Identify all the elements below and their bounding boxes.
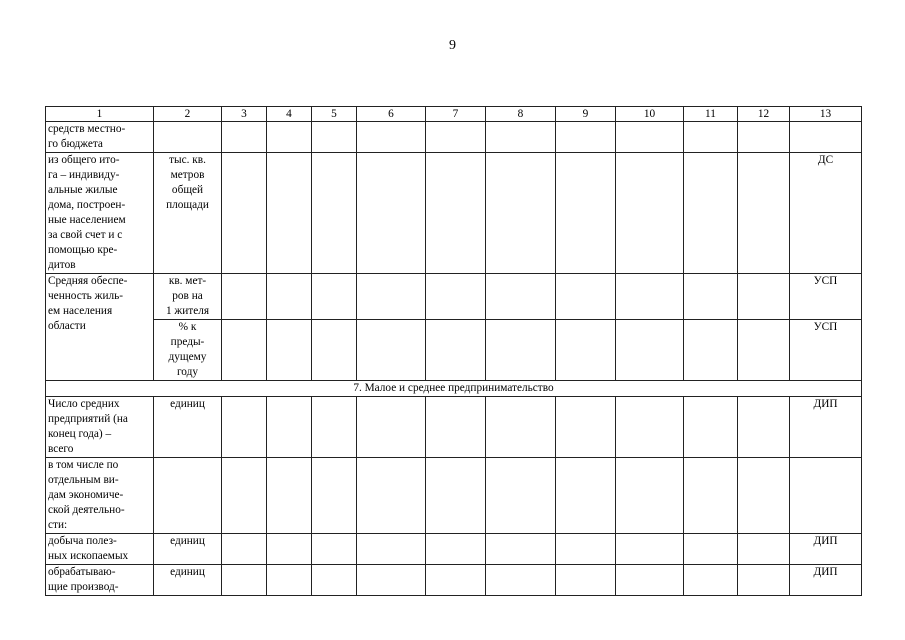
source-text: УСП: [813, 321, 838, 333]
data-cell[interactable]: [426, 122, 486, 153]
unit-cell: [154, 320, 222, 381]
column-header: 6: [357, 107, 426, 122]
data-cell[interactable]: [312, 458, 357, 534]
indicator-text: обрабатываю- щие производ-: [48, 566, 119, 593]
table-row: [46, 534, 862, 565]
unit-text: единиц: [170, 398, 205, 410]
data-cell[interactable]: [357, 458, 426, 534]
data-cell[interactable]: [312, 320, 357, 381]
data-cell[interactable]: [357, 397, 426, 458]
data-cell[interactable]: [486, 397, 556, 458]
source-text: УСП: [813, 275, 838, 287]
data-cell[interactable]: [616, 565, 684, 596]
data-cell[interactable]: [267, 534, 312, 565]
data-cell[interactable]: [684, 153, 738, 274]
data-cell[interactable]: [616, 397, 684, 458]
table-row: [46, 153, 862, 274]
section-title: 7. Малое и среднее предпринимательство: [46, 381, 862, 397]
data-cell[interactable]: [556, 320, 616, 381]
unit-cell: [154, 397, 222, 458]
indicator-cell: [46, 397, 154, 458]
table-row: [46, 274, 862, 320]
data-cell[interactable]: [312, 274, 357, 320]
data-cell[interactable]: [684, 397, 738, 458]
unit-text: кв. мет- ров на 1 жителя: [165, 275, 210, 317]
data-cell[interactable]: [684, 565, 738, 596]
data-cell[interactable]: [486, 320, 556, 381]
column-header: 3: [222, 107, 267, 122]
source-text: ДИП: [813, 535, 838, 547]
data-cell[interactable]: [684, 458, 738, 534]
data-cell[interactable]: [486, 458, 556, 534]
data-cell[interactable]: [486, 274, 556, 320]
source-cell: [790, 565, 862, 596]
source-text: ДИП: [813, 398, 838, 410]
data-cell[interactable]: [357, 274, 426, 320]
data-cell[interactable]: [312, 122, 357, 153]
unit-cell: [154, 274, 222, 320]
statistics-table: [45, 106, 862, 596]
data-cell[interactable]: [486, 122, 556, 153]
unit-text: % к преды- дущему году: [168, 321, 207, 378]
data-cell[interactable]: [738, 458, 790, 534]
column-header: 2: [154, 107, 222, 122]
data-cell[interactable]: [556, 458, 616, 534]
data-cell[interactable]: [486, 534, 556, 565]
source-cell: [790, 153, 862, 274]
data-cell[interactable]: [222, 534, 267, 565]
data-cell[interactable]: [556, 565, 616, 596]
source-cell: [790, 274, 862, 320]
unit-cell: [154, 534, 222, 565]
data-cell[interactable]: [312, 565, 357, 596]
table-row: [46, 458, 862, 534]
section-row: [46, 381, 862, 397]
data-cell[interactable]: [616, 153, 684, 274]
unit-cell: [154, 458, 222, 534]
data-cell[interactable]: [222, 122, 267, 153]
data-cell[interactable]: [267, 397, 312, 458]
column-header: 7: [426, 107, 486, 122]
data-cell[interactable]: [357, 122, 426, 153]
column-header: 10: [616, 107, 684, 122]
data-cell[interactable]: [556, 153, 616, 274]
data-cell[interactable]: [312, 153, 357, 274]
source-cell: [790, 458, 862, 534]
indicator-cell: [46, 534, 154, 565]
indicator-cell: [46, 274, 154, 381]
indicator-text: Число средних предприятий (на конец года) – всего: [48, 398, 128, 455]
data-cell[interactable]: [426, 153, 486, 274]
indicator-cell: [46, 153, 154, 274]
data-cell[interactable]: [267, 320, 312, 381]
data-cell[interactable]: [357, 565, 426, 596]
data-cell[interactable]: [222, 397, 267, 458]
unit-cell: [154, 565, 222, 596]
column-header: 12: [738, 107, 790, 122]
data-cell[interactable]: [222, 320, 267, 381]
data-cell[interactable]: [486, 565, 556, 596]
data-cell[interactable]: [738, 320, 790, 381]
unit-text: единиц: [170, 566, 205, 578]
data-cell[interactable]: [426, 534, 486, 565]
data-cell[interactable]: [738, 122, 790, 153]
column-header: 11: [684, 107, 738, 122]
indicator-text: в том числе по отдельным ви- дам экономиче- ской деятельно- сти:: [48, 459, 125, 531]
data-cell[interactable]: [312, 534, 357, 565]
data-cell[interactable]: [426, 397, 486, 458]
page-number: 9: [449, 38, 456, 53]
table-row: [46, 122, 862, 153]
data-cell[interactable]: [684, 320, 738, 381]
indicator-text: добыча полез- ных ископаемых: [48, 535, 129, 562]
indicator-cell: [46, 458, 154, 534]
data-cell[interactable]: [426, 320, 486, 381]
source-cell: [790, 397, 862, 458]
data-cell[interactable]: [616, 534, 684, 565]
data-cell[interactable]: [616, 320, 684, 381]
data-cell[interactable]: [684, 274, 738, 320]
indicator-text: средств местно- го бюджета: [48, 123, 126, 150]
data-cell[interactable]: [556, 534, 616, 565]
data-cell[interactable]: [267, 458, 312, 534]
indicator-text: из общего ито- га – индивиду- альные жилые дома, построен- ные населением за свой счет и с помощью кре- дитов: [48, 154, 126, 271]
data-cell[interactable]: [222, 274, 267, 320]
unit-cell: [154, 122, 222, 153]
unit-cell: [154, 153, 222, 274]
data-cell[interactable]: [556, 274, 616, 320]
data-cell[interactable]: [616, 122, 684, 153]
data-cell[interactable]: [738, 534, 790, 565]
column-header: 9: [556, 107, 616, 122]
data-cell[interactable]: [267, 153, 312, 274]
data-cell[interactable]: [738, 397, 790, 458]
data-cell[interactable]: [684, 534, 738, 565]
data-cell[interactable]: [738, 274, 790, 320]
data-cell[interactable]: [616, 274, 684, 320]
data-cell[interactable]: [738, 565, 790, 596]
data-cell[interactable]: [684, 122, 738, 153]
data-cell[interactable]: [222, 565, 267, 596]
header-row: [46, 107, 862, 122]
column-header: 13: [790, 107, 862, 122]
data-cell[interactable]: [486, 153, 556, 274]
column-header: 8: [486, 107, 556, 122]
indicator-cell: [46, 565, 154, 596]
data-cell[interactable]: [426, 565, 486, 596]
column-header: 4: [267, 107, 312, 122]
unit-text: единиц: [170, 535, 205, 547]
data-cell[interactable]: [426, 458, 486, 534]
data-cell[interactable]: [738, 153, 790, 274]
indicator-text: Средняя обеспе- ченность жиль- ем населения области: [48, 275, 128, 332]
data-cell[interactable]: [222, 458, 267, 534]
indicator-cell: [46, 122, 154, 153]
source-cell: [790, 534, 862, 565]
source-text: ДИП: [813, 566, 838, 578]
data-cell[interactable]: [556, 122, 616, 153]
table-row: [46, 397, 862, 458]
source-text: ДС: [817, 154, 834, 166]
unit-text: тыс. кв. метров общей площади: [166, 154, 209, 211]
data-cell[interactable]: [357, 153, 426, 274]
data-cell[interactable]: [616, 458, 684, 534]
data-cell[interactable]: [312, 397, 357, 458]
table-row: [46, 565, 862, 596]
data-cell[interactable]: [267, 122, 312, 153]
data-cell[interactable]: [357, 320, 426, 381]
source-cell: [790, 122, 862, 153]
data-cell[interactable]: [426, 274, 486, 320]
table-row: [46, 320, 862, 381]
data-cell[interactable]: [357, 534, 426, 565]
data-cell[interactable]: [267, 274, 312, 320]
data-cell[interactable]: [556, 397, 616, 458]
column-header: 5: [312, 107, 357, 122]
source-cell: [790, 320, 862, 381]
column-header: 1: [46, 107, 154, 122]
data-cell[interactable]: [267, 565, 312, 596]
data-cell[interactable]: [222, 153, 267, 274]
